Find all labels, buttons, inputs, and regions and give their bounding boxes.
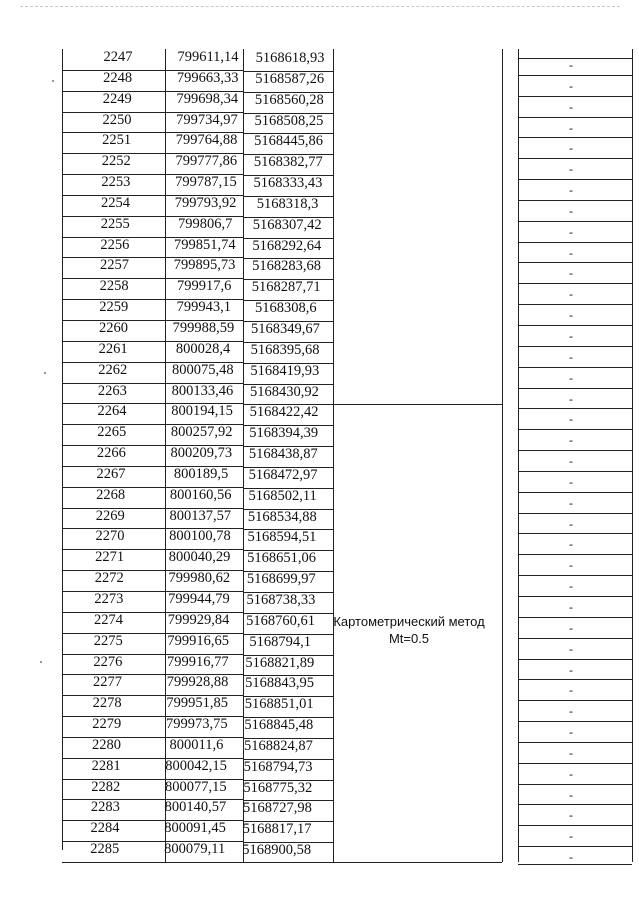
row-line bbox=[62, 174, 243, 175]
coord-y: 5168699,97 bbox=[246, 571, 316, 588]
coord-y: 5168651,06 bbox=[247, 550, 317, 567]
point-id: 2276 bbox=[93, 653, 123, 670]
row-line bbox=[62, 278, 243, 279]
point-id: 2280 bbox=[91, 736, 121, 753]
coord-y: 5168851,01 bbox=[244, 696, 314, 713]
coord-x: 799988,59 bbox=[172, 320, 235, 336]
coord-x: 799929,84 bbox=[167, 611, 230, 628]
coord-x: 800137,57 bbox=[169, 507, 232, 524]
note-value: - bbox=[569, 766, 573, 781]
row-line bbox=[243, 696, 333, 697]
row-line bbox=[62, 257, 243, 258]
note-row-line bbox=[518, 117, 632, 118]
note-value: - bbox=[569, 391, 573, 406]
row-line bbox=[243, 238, 333, 239]
note-value: - bbox=[569, 224, 573, 239]
note-row-line bbox=[518, 825, 632, 826]
note-row-line bbox=[518, 804, 632, 805]
coord-y: 5168794,1 bbox=[249, 633, 311, 650]
coord-y: 5168817,17 bbox=[242, 821, 312, 838]
coord-x: 799973,75 bbox=[165, 716, 228, 733]
note-row-line bbox=[518, 367, 632, 368]
note-row-line bbox=[518, 283, 632, 284]
note-value: - bbox=[569, 704, 573, 719]
note-row-line bbox=[518, 262, 632, 263]
point-id: 2252 bbox=[101, 153, 131, 170]
note-value: - bbox=[569, 162, 573, 177]
coord-x: 800133,46 bbox=[171, 382, 234, 399]
row-line bbox=[62, 549, 243, 550]
point-id: 2272 bbox=[94, 570, 124, 587]
coord-y: 5168382,77 bbox=[253, 154, 323, 171]
row-line bbox=[62, 320, 243, 321]
note-value: - bbox=[569, 78, 573, 93]
row-line bbox=[243, 342, 333, 343]
note-value: - bbox=[569, 183, 573, 198]
coord-y: 5168618,93 bbox=[255, 50, 325, 66]
point-id: 2269 bbox=[95, 507, 125, 524]
note-row-line bbox=[518, 575, 632, 576]
coord-x: 800011,6 bbox=[169, 736, 224, 753]
coord-x: 800042,15 bbox=[165, 757, 227, 774]
coord-x: 800040,29 bbox=[168, 549, 231, 566]
row-line bbox=[62, 508, 243, 509]
note-row-line bbox=[518, 679, 632, 680]
coord-y: 5168508,25 bbox=[254, 112, 324, 129]
coord-x: 800077,15 bbox=[164, 778, 227, 795]
coord-x: 799916,77 bbox=[167, 653, 229, 670]
note-value: - bbox=[569, 412, 573, 427]
coord-y: 5168534,88 bbox=[247, 508, 317, 525]
point-id: 2263 bbox=[97, 382, 127, 399]
coord-x: 800091,45 bbox=[164, 820, 226, 837]
note-value: - bbox=[569, 829, 573, 844]
row-line bbox=[243, 175, 333, 176]
note-border-top bbox=[518, 58, 632, 59]
coord-x: 800100,78 bbox=[169, 528, 231, 545]
coord-y: 5168587,26 bbox=[255, 70, 325, 87]
row-line bbox=[62, 112, 243, 113]
row-line bbox=[62, 487, 243, 488]
point-id: 2282 bbox=[91, 778, 121, 795]
point-id: 2264 bbox=[97, 403, 127, 420]
coord-y: 5168821,89 bbox=[245, 654, 315, 671]
coord-x: 799917,6 bbox=[176, 278, 232, 295]
row-line bbox=[243, 613, 333, 614]
coord-x: 799734,97 bbox=[176, 111, 238, 128]
coord-x: 800160,56 bbox=[169, 486, 232, 503]
row-line bbox=[62, 695, 243, 696]
point-id: 2278 bbox=[92, 695, 122, 712]
point-id: 2254 bbox=[101, 194, 131, 211]
row-line bbox=[243, 509, 333, 510]
note-row-line bbox=[518, 659, 632, 660]
row-line bbox=[62, 466, 243, 467]
note-row-line bbox=[518, 158, 632, 159]
row-line bbox=[62, 612, 243, 613]
point-id: 2250 bbox=[102, 111, 132, 128]
coord-y: 5168794,73 bbox=[243, 758, 313, 775]
coord-y: 5168843,95 bbox=[245, 675, 314, 692]
border-bottom bbox=[62, 862, 502, 863]
note-row-line bbox=[518, 596, 632, 597]
note-value: - bbox=[569, 725, 573, 740]
row-line bbox=[62, 716, 243, 717]
note-value: - bbox=[569, 245, 573, 260]
note-row-line bbox=[518, 429, 632, 430]
note-row-line bbox=[518, 221, 632, 222]
coord-x: 799851,74 bbox=[174, 236, 236, 253]
note-value: - bbox=[569, 266, 573, 281]
coord-x: 799698,34 bbox=[176, 90, 239, 107]
note-value: - bbox=[569, 620, 573, 635]
note-border-bottom bbox=[518, 864, 632, 865]
note-value: - bbox=[569, 329, 573, 343]
scan-speck bbox=[52, 80, 54, 82]
row-line bbox=[62, 341, 243, 342]
coord-x: 799895,73 bbox=[173, 257, 236, 274]
row-line bbox=[62, 737, 243, 738]
row-line bbox=[62, 237, 243, 238]
row-line bbox=[243, 279, 333, 280]
row-line bbox=[62, 654, 243, 655]
coord-y: 5168445,86 bbox=[254, 133, 324, 150]
coord-x: 799777,86 bbox=[175, 153, 238, 170]
row-line bbox=[62, 820, 243, 821]
note-value: - bbox=[569, 662, 573, 677]
note-row-line bbox=[518, 554, 632, 555]
coord-y: 5168308,6 bbox=[254, 300, 317, 317]
row-line bbox=[243, 634, 333, 635]
coord-x: 800209,73 bbox=[170, 445, 233, 462]
point-id: 2281 bbox=[91, 757, 121, 774]
row-line bbox=[62, 674, 243, 675]
point-id: 2248 bbox=[103, 69, 133, 86]
scan-speck bbox=[44, 372, 46, 374]
row-line bbox=[62, 362, 243, 363]
note-value: - bbox=[569, 99, 573, 114]
point-id: 2256 bbox=[100, 236, 130, 253]
row-line bbox=[243, 800, 333, 801]
row-line bbox=[243, 446, 333, 447]
note-row-line bbox=[518, 533, 632, 534]
method-top-line bbox=[333, 404, 502, 405]
note-row-line bbox=[518, 242, 632, 243]
coord-y: 5168422,42 bbox=[249, 404, 319, 421]
coord-y: 5168394,39 bbox=[249, 425, 319, 442]
point-id: 2251 bbox=[102, 132, 132, 149]
point-id: 2266 bbox=[96, 445, 126, 462]
coord-x: 799806,7 bbox=[178, 215, 233, 232]
border-method-note bbox=[502, 49, 503, 862]
row-line bbox=[62, 758, 243, 759]
coord-x: 800028,4 bbox=[175, 340, 231, 357]
row-line bbox=[243, 404, 333, 405]
point-id: 2259 bbox=[99, 299, 129, 316]
method-accuracy: Mt=0.5 bbox=[388, 630, 430, 646]
row-line bbox=[243, 154, 333, 155]
method-name: Картометрический метод bbox=[333, 613, 485, 629]
note-row-line bbox=[518, 325, 632, 326]
note-row-line bbox=[518, 471, 632, 472]
coord-x: 799928,88 bbox=[166, 674, 229, 691]
coord-x: 800189,5 bbox=[173, 465, 229, 482]
note-value: - bbox=[569, 495, 573, 510]
row-line bbox=[243, 321, 333, 322]
note-value: - bbox=[569, 287, 573, 302]
point-id: 2277 bbox=[93, 674, 122, 691]
coord-y: 5168430,92 bbox=[249, 383, 319, 400]
coord-y: 5168845,48 bbox=[244, 717, 314, 734]
coord-y: 5168727,98 bbox=[242, 800, 312, 817]
row-line bbox=[243, 425, 333, 426]
row-line bbox=[243, 71, 333, 72]
coord-x: 800079,11 bbox=[164, 841, 226, 858]
point-id: 2270 bbox=[95, 528, 125, 545]
row-line bbox=[243, 113, 333, 114]
point-id: 2253 bbox=[101, 174, 131, 191]
row-line bbox=[243, 488, 333, 489]
coord-y: 5168349,67 bbox=[251, 321, 320, 337]
row-line bbox=[243, 675, 333, 676]
coord-x: 800194,15 bbox=[171, 403, 233, 420]
point-id: 2284 bbox=[90, 820, 120, 837]
method-cell bbox=[324, 613, 494, 647]
row-line bbox=[62, 91, 243, 92]
row-line bbox=[62, 591, 243, 592]
row-line bbox=[243, 529, 333, 530]
row-line bbox=[243, 592, 333, 593]
row-line bbox=[243, 759, 333, 760]
row-line bbox=[243, 717, 333, 718]
coord-y: 5168560,28 bbox=[254, 91, 324, 108]
point-id: 2257 bbox=[100, 257, 129, 274]
point-id: 2271 bbox=[95, 549, 125, 566]
border-right bbox=[632, 49, 633, 862]
coord-y: 5168775,32 bbox=[243, 779, 313, 796]
note-value: - bbox=[569, 558, 573, 573]
point-id: 2265 bbox=[97, 424, 127, 441]
row-line bbox=[243, 196, 333, 197]
point-id: 2262 bbox=[98, 361, 128, 378]
row-line bbox=[62, 841, 243, 842]
row-line bbox=[62, 153, 243, 154]
coord-y: 5168438,87 bbox=[248, 446, 318, 463]
note-row-line bbox=[518, 763, 632, 764]
scan-speck bbox=[40, 661, 42, 663]
row-line bbox=[62, 216, 243, 217]
note-row-line bbox=[518, 450, 632, 451]
coord-y: 5168287,71 bbox=[251, 279, 321, 296]
note-value: - bbox=[569, 579, 573, 594]
coord-y: 5168472,97 bbox=[248, 466, 318, 483]
coord-y: 5168594,51 bbox=[247, 529, 317, 546]
coord-y: 5168760,61 bbox=[246, 612, 315, 629]
note-value: - bbox=[569, 474, 573, 489]
coord-y: 5168502,11 bbox=[248, 487, 317, 504]
coord-x: 799951,85 bbox=[166, 695, 228, 712]
row-line bbox=[243, 217, 333, 218]
note-value: - bbox=[569, 537, 573, 552]
note-value: - bbox=[569, 641, 573, 656]
row-line bbox=[243, 821, 333, 822]
note-row-line bbox=[518, 137, 632, 138]
point-id: 2268 bbox=[96, 486, 126, 503]
note-row-line bbox=[518, 742, 632, 743]
point-id: 2274 bbox=[94, 611, 124, 628]
coord-x: 799944,79 bbox=[168, 591, 230, 607]
note-value: - bbox=[569, 850, 573, 865]
coord-y: 5168738,33 bbox=[246, 592, 316, 608]
note-value: - bbox=[569, 787, 573, 802]
coord-x: 799980,62 bbox=[168, 570, 231, 587]
row-line bbox=[243, 133, 333, 134]
note-value: - bbox=[569, 370, 573, 385]
note-row-line bbox=[518, 200, 632, 201]
row-line bbox=[62, 570, 243, 571]
coord-x: 800257,92 bbox=[170, 424, 233, 441]
note-value: - bbox=[569, 203, 573, 218]
note-row-line bbox=[518, 846, 632, 847]
note-value: - bbox=[569, 349, 573, 364]
row-line bbox=[62, 445, 243, 446]
coord-x: 800140,57 bbox=[164, 799, 227, 816]
coord-y: 5168333,43 bbox=[253, 175, 323, 192]
row-line bbox=[62, 403, 243, 404]
point-id: 2279 bbox=[92, 716, 122, 733]
point-id: 2261 bbox=[98, 340, 128, 357]
row-line bbox=[62, 424, 243, 425]
point-id: 2249 bbox=[102, 90, 132, 107]
row-line bbox=[243, 467, 333, 468]
note-row-line bbox=[518, 617, 632, 618]
row-line bbox=[243, 258, 333, 259]
row-line bbox=[62, 383, 243, 384]
row-line bbox=[243, 92, 333, 93]
row-line bbox=[243, 363, 333, 364]
row-line bbox=[243, 780, 333, 781]
coord-y: 5168419,93 bbox=[250, 362, 320, 379]
note-value: - bbox=[569, 141, 573, 156]
note-row-line bbox=[518, 721, 632, 722]
row-line bbox=[62, 633, 243, 634]
row-line bbox=[243, 384, 333, 385]
note-value: - bbox=[569, 516, 573, 531]
coord-y: 5168292,64 bbox=[252, 237, 322, 254]
row-line bbox=[243, 571, 333, 572]
row-line bbox=[62, 299, 243, 300]
point-id: 2258 bbox=[99, 278, 129, 295]
row-line bbox=[243, 300, 333, 301]
coord-x: 799663,33 bbox=[176, 69, 239, 86]
note-row-line bbox=[518, 513, 632, 514]
coord-y: 5168395,68 bbox=[250, 341, 320, 358]
point-id: 2285 bbox=[90, 841, 120, 858]
coord-y: 5168318,3 bbox=[256, 195, 319, 212]
note-row-line bbox=[518, 96, 632, 97]
row-line bbox=[62, 132, 243, 133]
note-value: - bbox=[569, 433, 573, 448]
note-value: - bbox=[569, 683, 573, 698]
note-value: - bbox=[569, 308, 573, 323]
coord-y: 5168824,87 bbox=[244, 737, 313, 754]
coord-y: 5168307,42 bbox=[252, 216, 322, 233]
row-line bbox=[243, 550, 333, 551]
coord-x: 799793,92 bbox=[174, 194, 237, 211]
row-line bbox=[243, 655, 333, 656]
note-row-line bbox=[518, 179, 632, 180]
row-line bbox=[243, 738, 333, 739]
note-value: - bbox=[569, 600, 573, 614]
row-line bbox=[243, 842, 333, 843]
note-value: - bbox=[569, 745, 573, 760]
coord-y: 5168283,68 bbox=[252, 258, 321, 275]
note-row-line bbox=[518, 304, 632, 305]
note-row-line bbox=[518, 388, 632, 389]
note-row-line bbox=[518, 75, 632, 76]
row-line bbox=[62, 70, 243, 71]
note-value: - bbox=[569, 120, 573, 135]
point-id: 2247 bbox=[103, 49, 133, 65]
row-line bbox=[62, 528, 243, 529]
point-id: 2260 bbox=[98, 320, 128, 336]
point-id: 2273 bbox=[94, 591, 124, 607]
point-id: 2283 bbox=[90, 799, 120, 816]
coord-y: 5168900,58 bbox=[242, 842, 312, 859]
point-id: 2267 bbox=[96, 465, 126, 482]
coord-x: 799611,14 bbox=[177, 49, 239, 65]
coord-x: 800075,48 bbox=[171, 361, 234, 378]
note-row-line bbox=[518, 492, 632, 493]
note-row-line bbox=[518, 784, 632, 785]
row-line bbox=[62, 799, 243, 800]
coord-x: 799916,65 bbox=[167, 632, 229, 649]
point-id: 2255 bbox=[100, 215, 130, 232]
note-row-line bbox=[518, 638, 632, 639]
coord-x: 799764,88 bbox=[175, 132, 238, 149]
note-row-line bbox=[518, 408, 632, 409]
note-value: - bbox=[569, 808, 573, 823]
coord-x: 799787,15 bbox=[175, 174, 237, 191]
note-row-line bbox=[518, 700, 632, 701]
coord-x: 799943,1 bbox=[176, 299, 231, 316]
note-row-line bbox=[518, 346, 632, 347]
note-value: - bbox=[569, 58, 573, 72]
row-line bbox=[62, 779, 243, 780]
point-id: 2275 bbox=[93, 632, 123, 649]
note-value: - bbox=[569, 454, 573, 469]
row-line bbox=[62, 195, 243, 196]
